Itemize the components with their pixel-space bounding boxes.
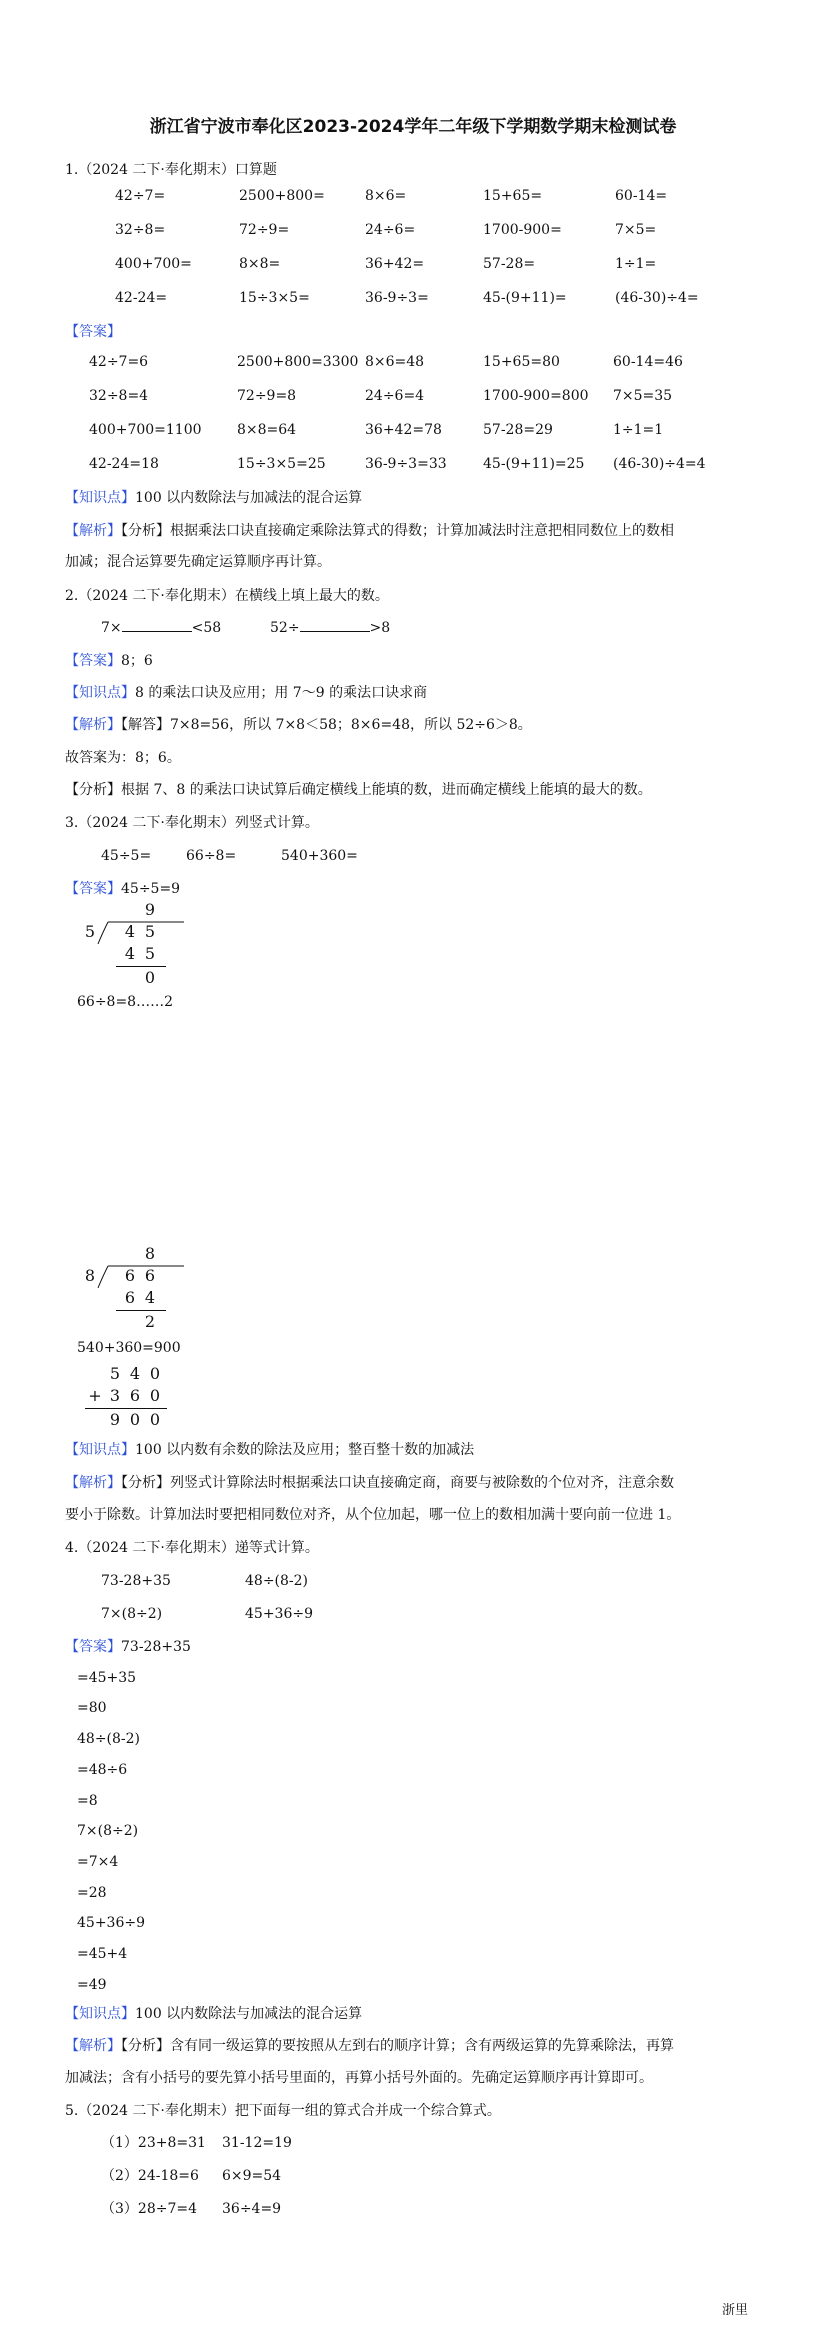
- q4-problem-2: 48÷(8-2): [245, 1573, 309, 1589]
- q3-answer-1: [65, 879, 180, 899]
- answer-tag: 【答案】: [65, 653, 121, 669]
- q1-answer-cell: (46-30)÷4=4: [613, 456, 706, 472]
- long-division-45-5: [80, 900, 180, 1000]
- quotient-digit: 8: [144, 1244, 156, 1263]
- q1-problem-cell: 32÷8=: [115, 222, 166, 238]
- q1-problem-cell: 45-(9+11)=: [483, 290, 567, 306]
- divisor-digit: 8: [84, 1266, 96, 1285]
- q3-stem: 3.（2024 二下·奉化期末）列竖式计算。: [65, 815, 319, 831]
- q1-answer-cell: 24÷6=4: [365, 388, 425, 404]
- q2-p1-post: <58: [191, 620, 222, 636]
- q4-step-line: 48÷(8-2): [77, 1731, 141, 1748]
- q4-step-line: 45+36÷9: [77, 1915, 145, 1932]
- divisor-digit: 5: [84, 922, 96, 941]
- q5-item: （1）23+8=31: [101, 2135, 206, 2151]
- q4-step-line: =28: [77, 1884, 107, 1901]
- q1-answer-cell: 32÷8=4: [89, 388, 149, 404]
- q2-p2-post: >8: [369, 620, 391, 636]
- q1-problem-cell: 8×8=: [239, 256, 281, 272]
- sum-digit: 9: [109, 1410, 121, 1429]
- q4-step-line: 7×(8÷2): [77, 1823, 139, 1840]
- q1-answer-cell: 8×6=48: [365, 354, 425, 370]
- q1-problem-cell: 36+42=: [365, 256, 425, 272]
- analysis-text: 【分析】含有同一级运算的要按照从左到右的顺序计算；含有两级运算的先算乘除法，再算: [121, 2038, 674, 2054]
- q4-answer-tag-line: [65, 1637, 191, 1657]
- q4-analysis-line2: 加减法；含有小括号的要先算小括号里面的，再算小括号外面的。先确定运算顺序再计算即可。: [65, 2070, 653, 2086]
- q3-answer-3: 540+360=900: [77, 1340, 181, 1356]
- analysis-text: 【解答】7×8=56，所以 7×8＜58；8×6=48，所以 52÷6＞8。: [121, 717, 532, 733]
- dividend-digit: 6: [124, 1266, 136, 1285]
- addend-digit: 0: [149, 1386, 161, 1405]
- q4-step-line: =8: [77, 1792, 98, 1809]
- q1-answer-cell: 42-24=18: [89, 456, 159, 472]
- answer-text: 45÷5=9: [121, 881, 181, 897]
- q2-p1-pre: 7×: [101, 620, 122, 636]
- q1-answer-cell: 1÷1=1: [613, 422, 664, 438]
- step-line: 73-28+35: [121, 1639, 191, 1655]
- q1-problem-cell: 2500+800=: [239, 188, 325, 204]
- q2-analysis-line2: 故答案为：8；6。: [65, 750, 181, 766]
- quotient-digit: 9: [144, 900, 156, 919]
- q1-problem-cell: 1÷1=: [615, 256, 657, 272]
- q1-problem-cell: 400+700=: [115, 256, 192, 272]
- q4-analysis-line1: [65, 2036, 674, 2056]
- plus-sign: +: [88, 1386, 102, 1405]
- sum-digit: 0: [149, 1410, 161, 1429]
- remainder-digit: 0: [144, 968, 156, 987]
- q1-analysis-line1: [65, 521, 674, 541]
- q1-problem-cell: 57-28=: [483, 256, 536, 272]
- q1-answer-cell: 57-28=29: [483, 422, 553, 438]
- q1-answer-cell: 7×5=35: [613, 388, 673, 404]
- page-title: 浙江省宁波市奉化区2023-2024学年二年级下学期数学期末检测试卷: [149, 117, 677, 137]
- page-footer: 浙里: [721, 2303, 748, 2318]
- knowledge-text: 8 的乘法口诀及应用；用 7～9 的乘法口诀求商: [135, 685, 428, 701]
- q1-problem-cell: 24÷6=: [365, 222, 416, 238]
- q1-problem-cell: 7×5=: [615, 222, 657, 238]
- q1-answer-tag: [65, 322, 121, 342]
- dividend-digit: 5: [144, 922, 156, 941]
- q4-step-line: =45+4: [77, 1946, 128, 1962]
- product-digit: 5: [144, 944, 156, 963]
- answer-text: 8；6: [121, 653, 153, 669]
- q1-analysis-line2: 加减；混合运算要先确定运算顺序再计算。: [65, 554, 331, 570]
- q2-problem-2: [270, 617, 390, 638]
- q3-analysis-line1: [65, 1473, 674, 1493]
- q1-answer-cell: 15+65=80: [483, 354, 560, 370]
- addend-digit: 6: [129, 1386, 141, 1405]
- q1-answer-cell: 42÷7=6: [89, 354, 149, 370]
- analysis-tag: 【解析】: [65, 2038, 121, 2054]
- q4-step-line: =80: [77, 1700, 107, 1717]
- addend-digit: 3: [109, 1386, 121, 1405]
- knowledge-text: 100 以内数有余数的除法及应用；整百整十数的加减法: [135, 1442, 475, 1458]
- q5-item: 31-12=19: [222, 2135, 292, 2151]
- analysis-tag: 【解析】: [65, 1475, 121, 1491]
- q4-stem: 4.（2024 二下·奉化期末）递等式计算。: [65, 1540, 319, 1556]
- q3-problem-1: 45÷5=: [101, 848, 152, 864]
- vertical-addition-540-360: [85, 1364, 185, 1434]
- addend-digit: 5: [109, 1364, 121, 1383]
- analysis-text: 【分析】根据乘法口诀直接确定乘除法算式的得数；计算加减法时注意把相同数位上的数相: [121, 523, 674, 539]
- answer-tag: 【答案】: [65, 324, 121, 340]
- q3-problem-2: 66÷8=: [186, 848, 237, 864]
- remainder-digit: 2: [144, 1312, 156, 1331]
- q1-problem-cell: 8×6=: [365, 188, 407, 204]
- q1-answer-cell: 45-(9+11)=25: [483, 456, 585, 472]
- long-division-66-8: [80, 1244, 180, 1344]
- q3-answer-2: 66÷8=8……2: [77, 994, 173, 1010]
- analysis-tag: 【解析】: [65, 523, 121, 539]
- analysis-text: 【分析】列竖式计算除法时根据乘法口诀直接确定商，商要与被除数的个位对齐，注意余数: [121, 1475, 674, 1491]
- q1-problem-cell: 1700-900=: [483, 222, 562, 238]
- q4-step-line: =7×4: [77, 1853, 119, 1870]
- q2-analysis-line3: 【分析】根据 7、8 的乘法口诀试算后确定横线上能填的数，进而确定横线上能填的最大的数。: [65, 782, 652, 798]
- knowledge-text: 100 以内数除法与加减法的混合运算: [135, 490, 363, 506]
- q3-knowledge-point: [65, 1440, 474, 1460]
- q1-knowledge-point: [65, 488, 362, 508]
- q5-item: 36÷4=9: [222, 2201, 282, 2217]
- q4-problem-4: 45+36÷9: [245, 1606, 313, 1622]
- q5-item: 6×9=54: [222, 2168, 282, 2184]
- q2-blank-1: [122, 617, 192, 632]
- q2-stem: 2.（2024 二下·奉化期末）在横线上填上最大的数。: [65, 588, 389, 604]
- answer-tag: 【答案】: [65, 1639, 121, 1655]
- addition-rule: [85, 1408, 167, 1409]
- answer-tag: 【答案】: [65, 881, 121, 897]
- dividend-digit: 6: [144, 1266, 156, 1285]
- product-digit: 6: [124, 1288, 136, 1307]
- q2-knowledge-point: [65, 683, 427, 703]
- q1-answer-cell: 1700-900=800: [483, 388, 589, 404]
- sum-digit: 0: [129, 1410, 141, 1429]
- dividend-digit: 4: [124, 922, 136, 941]
- q2-problem-1: [101, 617, 221, 638]
- q1-answer-cell: 36+42=78: [365, 422, 442, 438]
- q3-analysis-line2: 要小于除数。计算加法时要把相同数位对齐，从个位加起，哪一位上的数相加满十要向前一位进 1。: [65, 1507, 681, 1523]
- q5-item: （2）24-18=6: [101, 2168, 199, 2184]
- division-rule: [116, 966, 166, 967]
- q4-step-line: =45+35: [77, 1669, 137, 1686]
- q4-knowledge-point: [65, 2004, 362, 2024]
- q1-stem: 1.（2024 二下·奉化期末）口算题: [65, 162, 277, 178]
- analysis-tag: 【解析】: [65, 717, 121, 733]
- q4-problem-1: 73-28+35: [101, 1573, 171, 1589]
- q1-problem-cell: 15÷3×5=: [239, 290, 310, 306]
- q2-analysis-line1: [65, 715, 532, 735]
- knowledge-tag: 【知识点】: [65, 490, 135, 506]
- division-rule: [116, 1310, 166, 1311]
- q5-stem: 5.（2024 二下·奉化期末）把下面每一组的算式合并成一个综合算式。: [65, 2103, 501, 2119]
- q1-answer-cell: 2500+800=3300: [237, 354, 359, 370]
- q1-problem-cell: (46-30)÷4=: [615, 290, 699, 306]
- q1-answer-cell: 400+700=1100: [89, 422, 202, 438]
- q1-problem-cell: 72÷9=: [239, 222, 290, 238]
- q1-answer-cell: 8×8=64: [237, 422, 297, 438]
- knowledge-text: 100 以内数除法与加减法的混合运算: [135, 2006, 363, 2022]
- knowledge-tag: 【知识点】: [65, 2006, 135, 2022]
- q4-step-line: =48÷6: [77, 1761, 128, 1778]
- q1-problem-cell: 42÷7=: [115, 188, 166, 204]
- product-digit: 4: [124, 944, 136, 963]
- addend-digit: 4: [129, 1364, 141, 1383]
- q5-item: （3）28÷7=4: [101, 2201, 197, 2217]
- addend-digit: 0: [149, 1364, 161, 1383]
- q1-problem-cell: 60-14=: [615, 188, 668, 204]
- product-digit: 4: [144, 1288, 156, 1307]
- q1-answer-cell: 72÷9=8: [237, 388, 297, 404]
- q1-problem-cell: 15+65=: [483, 188, 543, 204]
- q3-problem-3: 540+360=: [281, 848, 358, 864]
- q1-problem-cell: 36-9÷3=: [365, 290, 429, 306]
- q1-answer-cell: 15÷3×5=25: [237, 456, 326, 472]
- q1-problem-cell: 42-24=: [115, 290, 168, 306]
- q2-blank-2: [300, 617, 370, 632]
- knowledge-tag: 【知识点】: [65, 685, 135, 701]
- q1-answer-cell: 60-14=46: [613, 354, 683, 370]
- q2-answer: [65, 651, 153, 671]
- q1-answer-cell: 36-9÷3=33: [365, 456, 447, 472]
- q2-p2-pre: 52÷: [270, 620, 300, 636]
- knowledge-tag: 【知识点】: [65, 1442, 135, 1458]
- q4-problem-3: 7×(8÷2): [101, 1606, 163, 1622]
- q4-step-line: =49: [77, 1976, 107, 1993]
